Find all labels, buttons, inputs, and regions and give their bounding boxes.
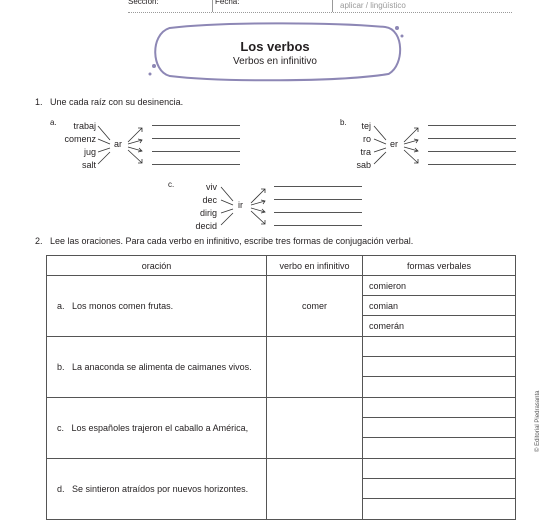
root-word: ro [362, 134, 371, 144]
verb-form-field[interactable] [363, 357, 515, 377]
ex1-a-letter: a. [50, 118, 57, 127]
row-letter: a. [57, 301, 65, 311]
header-infinitivo: verbo en infinitivo [267, 256, 363, 276]
infinitive-cell[interactable] [267, 337, 363, 398]
conjugation-table [46, 255, 516, 520]
arrows-a [96, 120, 148, 170]
fecha-label: Fecha: [215, 0, 240, 6]
seccion-label: Sección: [128, 0, 159, 6]
ending-ir: ir [238, 200, 243, 210]
verb-form-field[interactable] [363, 438, 515, 458]
header-divider [332, 0, 333, 12]
verb-form-field[interactable]: comerán [369, 321, 405, 331]
verb-form-field[interactable] [363, 499, 515, 519]
table-row [47, 398, 516, 459]
answer-line[interactable] [428, 138, 516, 139]
root-word: salt [81, 160, 96, 170]
ex2-instruction: Lee las oraciones. Para cada verbo en infinitivo, escribe tres formas de conjugación verbal. [50, 236, 414, 246]
ex1-c-letter: c. [168, 180, 175, 189]
row-letter: b. [57, 362, 65, 372]
ending-ar: ar [114, 139, 123, 149]
arrows-c [219, 181, 271, 231]
row-sentence: La anaconda se alimenta de caimanes vivos. [72, 362, 252, 372]
root-word: dec [202, 195, 217, 205]
header-formas: formas verbales [363, 256, 516, 276]
answer-line[interactable] [152, 125, 240, 126]
root-word: viv [206, 182, 217, 192]
verb-form-field[interactable]: comian [363, 296, 515, 316]
answer-line[interactable] [428, 125, 516, 126]
header-oracion: oración [47, 256, 267, 276]
row-sentence: Los españoles trajeron el caballo a América, [71, 423, 249, 433]
header-divider [212, 0, 213, 12]
root-word: tej [361, 121, 371, 131]
verb-form-field[interactable] [363, 479, 515, 499]
verb-form-field[interactable] [363, 459, 515, 479]
answer-line[interactable] [152, 151, 240, 152]
answer-line[interactable] [152, 138, 240, 139]
ex2-number: 2. [35, 236, 43, 246]
row-sentence: Los monos comen frutas. [72, 301, 174, 311]
root-word: comenz [64, 134, 96, 144]
verb-form-field[interactable] [363, 398, 515, 418]
ex1-instruction: Une cada raíz con su desinencia. [50, 97, 184, 107]
ex1-b-letter: b. [340, 118, 347, 127]
root-word: jug [83, 147, 96, 157]
root-word: dirig [199, 208, 217, 218]
root-word: tra [360, 147, 371, 157]
answer-line[interactable] [274, 212, 362, 213]
answer-line[interactable] [274, 186, 362, 187]
answer-line[interactable] [428, 151, 516, 152]
verb-form-field[interactable] [363, 418, 515, 438]
ending-er: er [390, 139, 399, 149]
header-line [128, 12, 512, 13]
root-word: sab [356, 160, 371, 170]
answer-line[interactable] [152, 164, 240, 165]
banner-subtitle: Verbos en infinitivo [233, 56, 317, 67]
verb-form-field[interactable]: comieron [363, 276, 515, 296]
skills-label: aplicar / lingüístico [340, 1, 406, 10]
arrows-b [372, 120, 424, 170]
verb-form-field[interactable] [363, 377, 515, 397]
table-row [47, 459, 516, 520]
table-row [47, 276, 516, 337]
answer-line[interactable] [274, 199, 362, 200]
root-word: decid [195, 221, 217, 231]
row-letter: c. [57, 423, 65, 433]
table-row [47, 337, 516, 398]
verb-form-field[interactable] [363, 337, 515, 357]
banner-title: Los verbos [240, 39, 310, 54]
infinitive-cell[interactable]: comer [267, 276, 363, 337]
root-word: trabaj [73, 121, 96, 131]
table-header-row [47, 256, 516, 276]
row-letter: d. [57, 484, 65, 494]
answer-line[interactable] [428, 164, 516, 165]
row-sentence: Se sintieron atraídos por nuevos horizontes. [72, 484, 249, 494]
ex1-number: 1. [35, 97, 43, 107]
infinitive-cell[interactable] [267, 459, 363, 520]
publisher-credit: © Editorial Piedrasanta [535, 390, 541, 452]
infinitive-cell[interactable] [267, 398, 363, 459]
answer-line[interactable] [274, 225, 362, 226]
